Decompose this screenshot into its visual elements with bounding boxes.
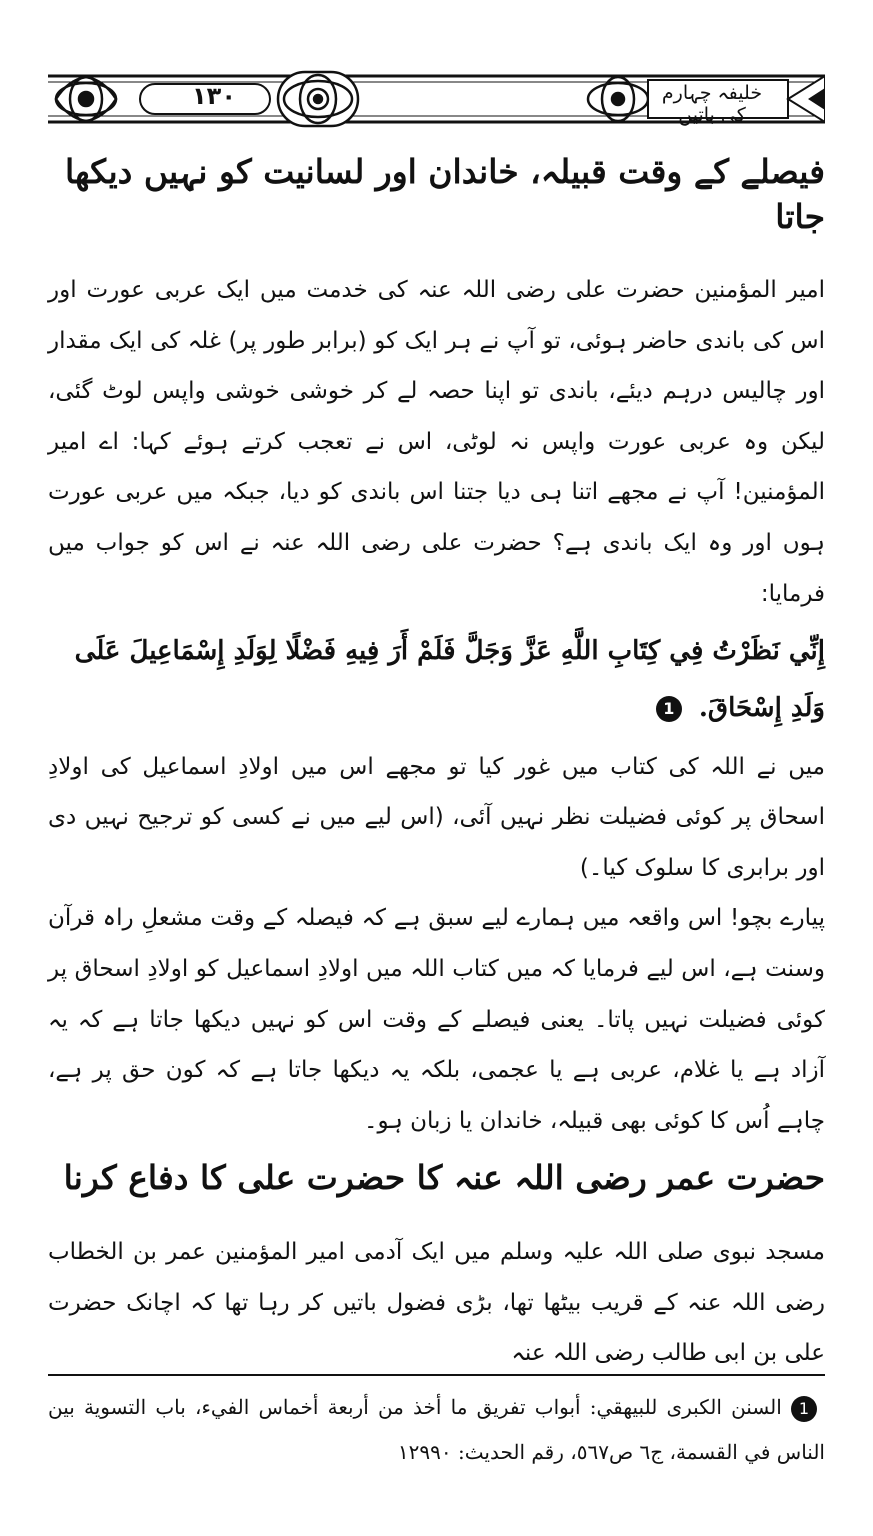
footnote-reference[interactable]: 1 bbox=[656, 696, 682, 722]
knot-center-icon bbox=[278, 72, 358, 126]
footnote-divider bbox=[48, 1374, 825, 1376]
footnote-1 bbox=[48, 1385, 825, 1475]
footnote-text: السنن الكبرى للبيهقي: أبواب تفريق ما أخذ من أربعة أخماس الفيء، باب التسوية بين الناس في القسمة، ج٦ ص٥٦٧، رقم الحديث: ١٢٩٩٠ bbox=[48, 1395, 825, 1464]
footnote-marker: 1 bbox=[791, 1396, 817, 1422]
page-header bbox=[48, 68, 825, 130]
knot-left-icon bbox=[56, 77, 116, 121]
paragraph-lesson: پیارے بچو! اس واقعہ میں ہمارے لیے سبق ہے کہ فیصلہ کے وقت مشعلِ راہ قرآن وسنت ہے، اس لیے فرمایا کہ میں کتاب اللہ میں اولادِ اسماعیل کو اولادِ اسحاق پر کوئی فضیلت نہیں پاتا۔ یعنی فیصلے کے وقت اس کو نہیں دیکھا جاتا ہے کہ یہ آزاد ہے یا غلام، عربی ہے یا عجمی، بلکہ یہ دیکھا جاتا ہے کہ کون حق پر ہے، چاہے اُس کا کوئی بھی قبیلہ، خاندان یا زبان ہو۔ bbox=[48, 905, 825, 1134]
paragraph-intro: امیر المؤمنین حضرت علی رضی اللہ عنہ کی خدمت میں ایک عربی عورت اور اس کی باندی حاضر ہوئی، تو آپ نے ہر ایک کو (برابر طور پر) غلہ کی ایک مقدار اور چالیس درہم دیئے، باندی تو اپنا حصہ لے کر خوشی خوشی واپس لوٹ گئی، لیکن وہ عربی عورت واپس نہ لوٹی، اس نے تعجب کرتے ہوئے کہا: اے امیر المؤمنین! آپ نے مجھے اتنا ہی دیا جتنا اس باندی کو دیا، جبکہ میں عربی عورت ہوں اور وہ ایک باندی ہے؟ حضرت علی رضی اللہ عنہ نے اس کو جواب میں فرمایا: bbox=[48, 277, 825, 607]
knot-right-icon bbox=[588, 77, 648, 121]
paragraph-section2: مسجد نبوی صلی اللہ علیہ وسلم میں ایک آدمی امیر المؤمنین عمر بن الخطاب رضی اللہ عنہ کے قریب بیٹھا تھا، بڑی فضول باتیں کر رہا تھا کہ اچانک حضرت علی بن ابی طالب رضی اللہ عنہ bbox=[48, 1238, 825, 1367]
main-content bbox=[48, 150, 825, 1379]
footnotes bbox=[48, 1374, 825, 1475]
paragraph-translation: میں نے اللہ کی کتاب میں غور کیا تو مجھے اس میں اولادِ اسماعیل کی اولادِ اسحاق پر کوئی فضیلت نظر نہیں آئی، (اس لیے میں نے کسی کو ترجیح نہیں دی اور برابری کا سلوک کیا۔) bbox=[48, 753, 825, 881]
section-2 bbox=[48, 1156, 825, 1378]
page-number: ۱۳۰ bbox=[192, 82, 236, 110]
arabic-quote-text: إِنِّي نَظَرْتُ فِي كِتَابِ اللَّهِ عَزَّ وَجَلَّ فَلَمْ أَرَ فِيهِ فَضْلًا لِوَلَدِ إِسْمَاعِيلَ عَلَى وَلَدِ إِسْحَاقَ. bbox=[74, 636, 825, 724]
arabic-quote bbox=[48, 623, 825, 737]
section-title-2: حضرت عمر رضی اللہ عنہ کا حضرت علی کا دفاع کرنا bbox=[63, 1158, 825, 1198]
book-title: خلیفہ چہارم کی باتیں bbox=[661, 82, 763, 126]
section-title-1: فیصلے کے وقت قبیلہ، خاندان اور لسانیت کو نہیں دیکھا جاتا bbox=[65, 152, 825, 236]
